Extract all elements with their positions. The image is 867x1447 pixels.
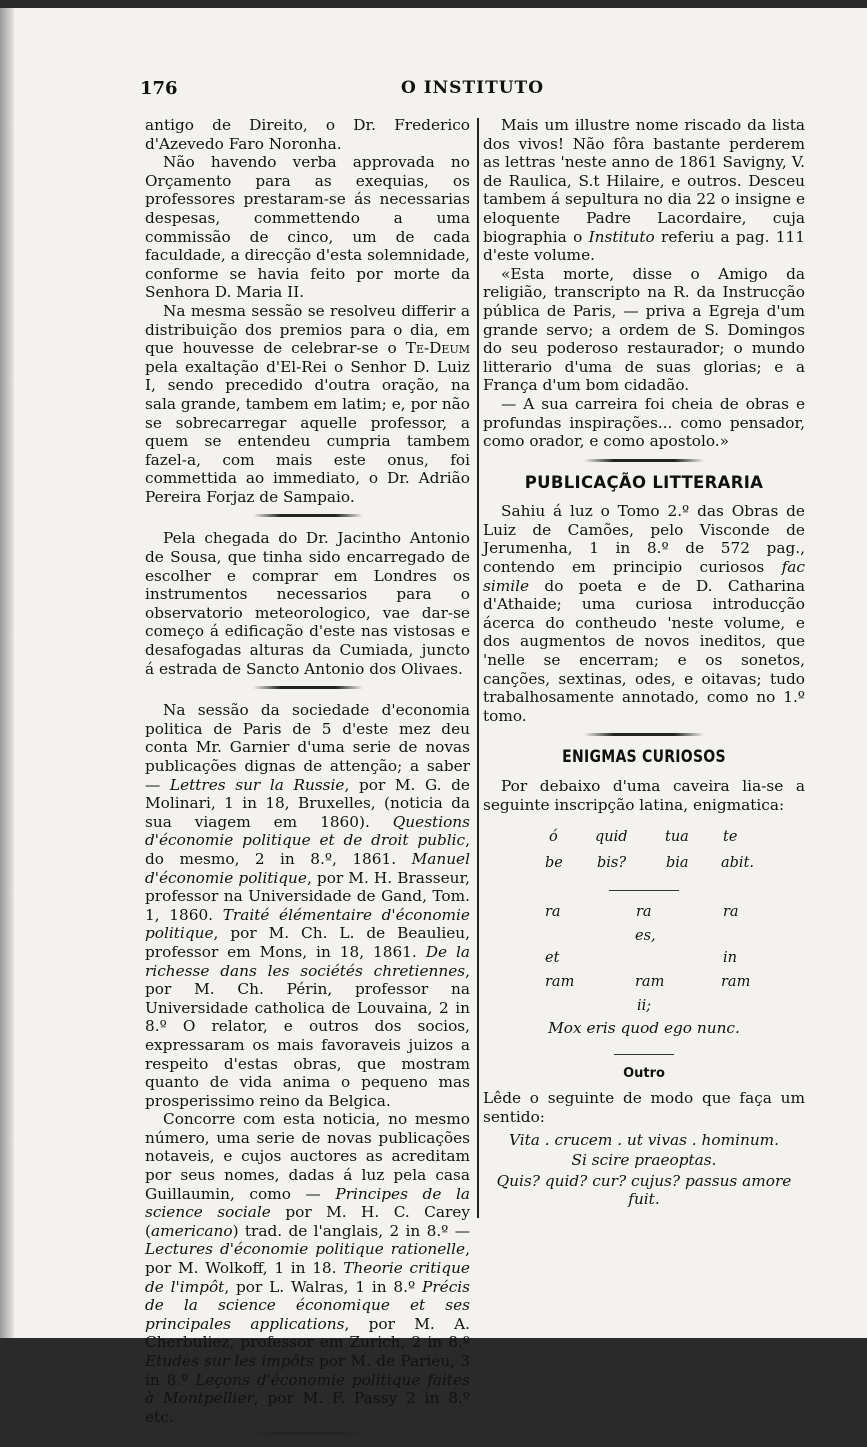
puzzle-line: Vita . crucem . ut vivas . hominum. — [508, 1130, 780, 1149]
enigma-row — [483, 927, 805, 949]
italic-title: Principes de la science sociale — [145, 1184, 470, 1222]
text-run: Na sessão da sociedade d'economia politica de Paris de 5 d'este mez deu conta Mr. Garnier d'uma serie de novas publicações dignas de attenção; a saber — — [145, 701, 470, 794]
text-run-te-deum: Te-Deum — [405, 339, 470, 358]
column-rule — [477, 118, 479, 1218]
enigma-word: es, — [635, 928, 656, 945]
enigma-word: quid — [595, 829, 628, 846]
italic-title: fac simile — [483, 558, 805, 595]
text-run: Sahiu á luz o Tomo 2.º das Obras de Luiz de Camões, pelo Visconde de Jerumenha, 1 in 8.º de 572 pag., contendo em principio curiosos — [483, 502, 805, 577]
enigma-word: ó — [549, 829, 558, 846]
enigma-word: ram — [721, 974, 751, 991]
italic-title: Traité élémentaire d'économie politique — [145, 905, 470, 943]
paragraph: Não havendo verba approvada no Orçamento para as exequias, os professores prestaram-se ás necessarias despesas, commettendo a uma commissão de cinco, um de cada faculdade, a direcção d'esta solemnidade, conforme se havia feito por morte da Senhora D. Maria II. — [145, 153, 470, 302]
enigma-word: et — [545, 950, 560, 967]
text-run: Concorre com esta noticia, no mesmo número, uma serie de novas publicações notaveis, e cujos auctores as acreditam por seus nomes, dadas á luz pela casa Guillaumin, como — — [145, 1110, 470, 1203]
enigma-word: ii; — [637, 998, 652, 1015]
section-separator — [584, 733, 704, 736]
text-run: , por M. Ch. Périn, professor na Universidade catholica de Louvaina, 2 in 8.º O relator, e outros dos socios, expressaram os mais favoraveis juizos a respeito d'estas obras, que mostram quanto de vida anima o pequeno mas prosperissimo reino da Belgica. — [145, 961, 470, 1110]
paragraph: — A sua carreira foi cheia de obras e profundas inspirações... como pensador, como orador, e como apostolo.» — [483, 394, 805, 451]
enigma-block — [483, 828, 805, 1038]
puzzle-line: Si scire praeoptas. — [571, 1151, 717, 1170]
italic-title: Lettres sur la Russie — [169, 775, 345, 794]
text-run: por M. de Parieu, 3 in 8.º — [145, 1352, 470, 1389]
italic-title: Manuel d'économie politique — [145, 849, 470, 887]
section-separator — [253, 514, 363, 517]
enigma-word: tua — [665, 829, 689, 846]
text-run: do poeta e de D. Catharina d'Athaide; uma curiosa introducção ácerca do contheudo 'neste volume, e dos augmentos de novos ineditos, que 'nelle se encerram; e os sonetos, canções, sextinas, odes, e oitavas; tudo trabalhosamente annotado, como no 1.º tomo. — [483, 576, 805, 725]
italic-title: Leçons d'économie politique faites à Montpellier — [145, 1370, 470, 1408]
subheading-outro: Outro — [623, 1065, 665, 1081]
paragraph — [483, 116, 805, 265]
text-run: , do mesmo, 2 in 8.º, 1861. — [145, 831, 470, 868]
section-heading: ENIGMAS CURIOSOS — [562, 747, 726, 767]
enigma-word: te — [723, 829, 738, 846]
binding-shadow — [0, 8, 14, 1338]
enigma-divider — [609, 890, 679, 891]
paragraph: «Esta morte, disse o Amigo da religião, transcripto na R. da Instrucção pública de Paris, — priva a Egreja d'um grande servo; a ordem de S. Domingos do seu poderoso restaurador; o mundo litterario d'uma de suas glorias; e a França d'um bom cidadão. — [483, 264, 805, 395]
section-heading: PUBLICAÇÃO LITTERARIA — [524, 472, 764, 492]
italic-title: Questions d'économie politique et de droit public — [145, 812, 470, 850]
page-header — [140, 78, 805, 100]
enigma-word: ra — [545, 904, 561, 921]
paragraph: Pela chegada do Dr. Jacintho Antonio de Sousa, que tinha sido encarregado de escolher e comprar em Londres os instrumentos necessarios para o observatorio meteorologico, vae dar-se começo á edificação d'este nas vistosas e desafogadas alturas da Cumiada, juncto á estrada de Sancto Antonio dos Olivaes. — [145, 529, 470, 678]
paragraph: Por debaixo d'uma caveira lia-se a seguinte inscripção latina, enigmatica: — [483, 777, 805, 814]
enigma-row — [483, 973, 805, 995]
text-run: Na mesma sessão se resolveu differir a distribuição dos premios para o dia, em que houvesse de celebrar-se o — [145, 301, 470, 358]
running-title: O INSTITUTO — [400, 78, 545, 98]
paragraph — [145, 1110, 470, 1426]
right-column — [483, 116, 805, 1209]
enigma-word: be — [545, 855, 563, 872]
italic-title: Lectures d'économie politique rationelle — [145, 1240, 466, 1259]
section-separator — [584, 459, 704, 462]
text-run: pela exaltação d'El-Rei o Senhor D. Luiz I, sendo precedido d'outra oração, na sala grande, tambem em latim; e, por não se sobrecarregar aquelle professor, a quem se entendeu cumpria tambem fazel-a, com mais este onus, foi commettida ao immediato, o Dr. Adrião Pereira Forjaz de Sampaio. — [145, 357, 470, 506]
text-run: referiu a pag. 111 d'este volume. — [483, 227, 805, 265]
text-run: , por M. G. de Molinari, 1 in 18, Bruxelles, (noticia da sua viagem em 1860). — [145, 775, 470, 831]
section-separator — [253, 1432, 363, 1435]
paragraph: antigo de Direito, o Dr. Frederico d'Azevedo Faro Noronha. — [145, 116, 470, 153]
enigma-answer: Mox eris quod ego nunc. — [548, 1019, 740, 1038]
divider — [614, 1054, 674, 1055]
enigma-row — [483, 997, 805, 1019]
enigma-word: ra — [723, 904, 739, 921]
italic-title: americano — [150, 1221, 233, 1240]
italic-title: Etudes sur les impôts — [145, 1352, 314, 1370]
paragraph — [483, 502, 805, 725]
text-run: , por M. F. Passy 2 in 8.º etc. — [145, 1389, 470, 1426]
text-run: , por M. A. Cherbuliez, professor em Zurich, 2 in 8.º — [145, 1314, 470, 1352]
text-run: , por L. Walras, 1 in 8.º — [224, 1277, 423, 1296]
puzzle-line: Quis? quid? cur? cujus? passus amore fuit. — [496, 1171, 792, 1209]
enigma-word: ram — [635, 974, 665, 991]
italic-title: Instituto — [588, 227, 655, 246]
text-run: por M. H. C. Carey ( — [145, 1203, 470, 1240]
enigma-row — [483, 854, 805, 876]
enigma-word: bia — [666, 855, 689, 872]
text-run: Mais um illustre nome riscado da lista dos vivos! Não fôra bastante perderem as lettras 'neste anno de 1861 Savigny, V. de Raulica, S.t Hilaire, e outros. Desceu tambem á sepultura no dia 22 o insigne e eloquente Padre Lacordaire, cuja biographia o — [483, 116, 805, 246]
paragraph — [145, 302, 470, 507]
italic-title: Précis de la science économique et ses principales applications — [145, 1277, 470, 1333]
text-run: , por M. H. Brasseur, professor na Universidade de Gand, Tom. 1, 1860. — [145, 868, 470, 924]
enigma-word: ram — [545, 974, 575, 991]
paragraph: Lêde o seguinte de modo que faça um sentido: — [483, 1089, 805, 1126]
text-run: ) trad. de l'anglais, 2 in 8.º — — [232, 1221, 470, 1240]
enigma-word: in — [723, 950, 737, 967]
left-column — [145, 116, 470, 1447]
text-run: , por M. Wolkoff, 1 in 18. — [145, 1240, 470, 1278]
enigma-row — [483, 903, 805, 925]
text-run: , por M. Ch. L. de Beaulieu, professor em Mons, in 18, 1861. — [145, 924, 470, 961]
enigma-word: bis? — [597, 855, 627, 872]
italic-title: Theorie critique de l'impôt — [145, 1259, 470, 1296]
section-separator — [253, 686, 363, 689]
paragraph — [145, 701, 470, 1110]
italic-title: De la richesse dans les sociétés chretiennes — [145, 942, 470, 980]
enigma-word: abit. — [721, 855, 755, 872]
enigma-row — [483, 828, 805, 850]
page-number: 176 — [140, 78, 178, 99]
enigma-row — [483, 949, 805, 971]
enigma-word: ra — [636, 904, 652, 921]
